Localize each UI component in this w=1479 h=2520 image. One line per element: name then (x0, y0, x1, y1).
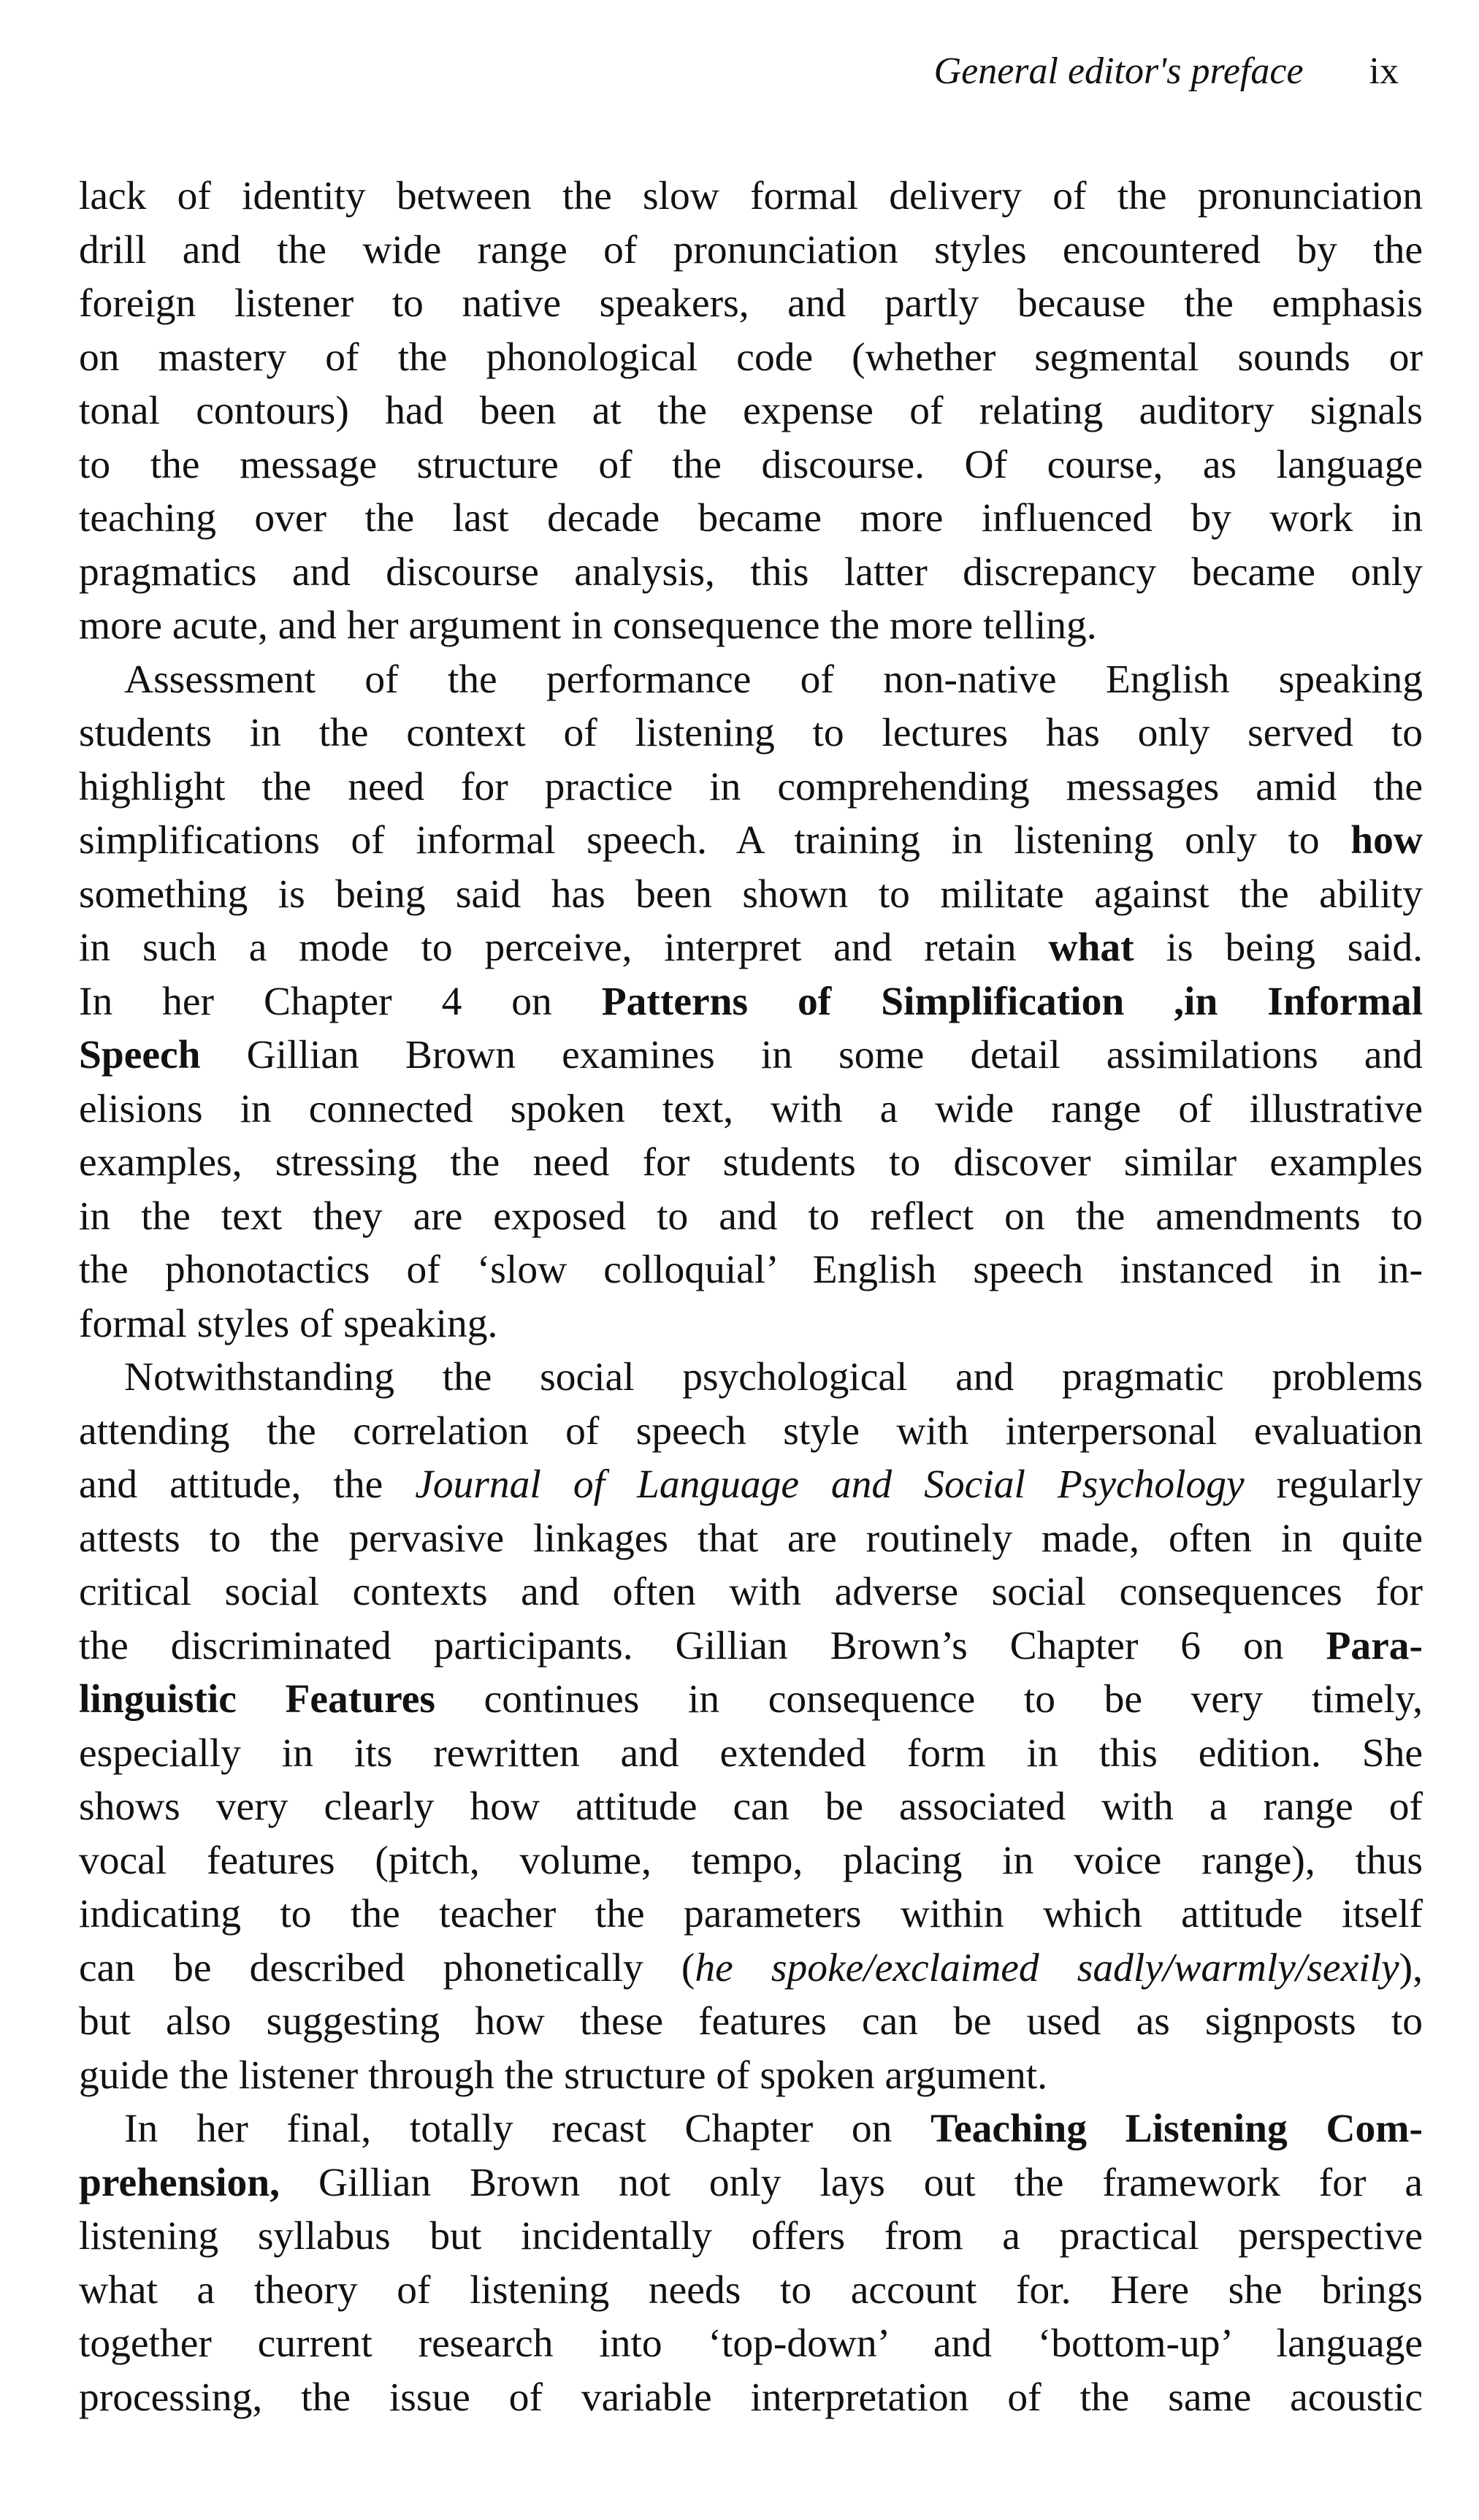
text-run: to the message structure of the discourse. Of course, as language (79, 442, 1423, 487)
text-run: attests to the pervasive linkages that are routinely made, often in quite (79, 1516, 1423, 1561)
text-run: in such a mode to perceive, interpret and retain (79, 925, 1049, 970)
text-line (79, 1351, 1423, 1405)
text-line (79, 1619, 1423, 1673)
text-run: elisions in connected spoken text, with a wide range of illustrative (79, 1086, 1423, 1131)
text-line (79, 2317, 1423, 2371)
text-line (79, 1887, 1423, 1941)
text-run: the phonotactics of ‘slow colloquial’ English speech instanced in in- (79, 1248, 1423, 1292)
text-line (79, 2264, 1423, 2318)
text-run: Gillian Brown examines in some detail assimilations and (200, 1033, 1423, 1077)
text-line (79, 384, 1423, 438)
text-line (79, 438, 1423, 492)
text-run: ), (1399, 1945, 1423, 1990)
text-run: on mastery of the phonological code (whether segmental sounds or (79, 335, 1423, 380)
text-line (79, 2102, 1423, 2156)
text-run: in the text they are exposed to and to reflect on the amendments to (79, 1194, 1423, 1239)
text-run: drill and the wide range of pronunciation styles encountered by the (79, 227, 1423, 272)
text-line (79, 1405, 1423, 1459)
text-line (79, 1834, 1423, 1888)
text-run: tonal contours) had been at the expense of relating auditory signals (79, 389, 1423, 433)
text-run: In her final, totally recast Chapter on (124, 2107, 931, 2151)
text-line (79, 1727, 1423, 1781)
paragraph (79, 1351, 1423, 2102)
bold-text: prehension, (79, 2160, 280, 2205)
text-line (79, 1565, 1423, 1619)
body-text (79, 169, 1423, 2424)
text-run: can be described phonetically ( (79, 1945, 695, 1990)
text-line (79, 2210, 1423, 2264)
text-line (79, 706, 1423, 760)
text-line (79, 653, 1423, 707)
paragraph (79, 169, 1423, 653)
text-line (79, 1083, 1423, 1137)
text-run: vocal features (pitch, volume, tempo, placing in voice range), thus (79, 1838, 1423, 1883)
running-title: General editor's preface (933, 50, 1304, 92)
bold-text: Teaching Listening Com- (930, 2107, 1423, 2151)
paragraph (79, 653, 1423, 1351)
text-line (79, 1780, 1423, 1834)
bold-text: Patterns of Simplification ,in Informal (601, 979, 1423, 1024)
text-run: the discriminated participants. Gillian Brown’s Chapter 6 on (79, 1623, 1326, 1668)
text-run: teaching over the last decade became more influenced by work in (79, 496, 1423, 541)
text-run: is being said. (1134, 925, 1423, 970)
bold-text: what (1048, 925, 1134, 970)
text-run: listening syllabus but incidentally offers from a practical perspective (79, 2214, 1423, 2259)
italic-text: he spoke/exclaimed sadly/warmly/sexily (695, 1945, 1399, 1990)
bold-text: Speech (79, 1033, 201, 1077)
text-run: continues in consequence to be very timely, (435, 1677, 1423, 1722)
text-run: examples, stressing the need for students to discover similar examples (79, 1140, 1423, 1185)
text-line (79, 1995, 1423, 2049)
text-run: shows very clearly how attitude can be associated with a range of (79, 1784, 1423, 1829)
text-line (79, 2156, 1423, 2210)
text-line (79, 1297, 1423, 1351)
text-run: and attitude, the (79, 1462, 416, 1507)
text-run: critical social contexts and often with adverse social consequences for (79, 1570, 1423, 1614)
text-line (79, 331, 1423, 385)
text-run: something is being said has been shown to militate against the ability (79, 871, 1423, 917)
text-line (79, 169, 1423, 224)
text-line (79, 1673, 1423, 1727)
text-line (79, 1190, 1423, 1244)
running-head (933, 50, 1399, 92)
text-run: especially in its rewritten and extended form in this edition. She (79, 1730, 1423, 1776)
text-line (79, 2371, 1423, 2425)
text-run: highlight the need for practice in comprehending messages amid the (79, 764, 1423, 809)
text-run: Notwithstanding the social psychological and pragmatic problems (124, 1355, 1423, 1400)
bold-text: Para- (1326, 1623, 1423, 1668)
text-line (79, 546, 1423, 600)
text-run: together current research into ‘top-down’ and ‘bottom-up’ language (79, 2321, 1423, 2366)
text-run: but also suggesting how these features can be used as signposts to (79, 1999, 1423, 2044)
text-line (79, 975, 1423, 1029)
paragraph (79, 2102, 1423, 2424)
text-line (79, 277, 1423, 331)
text-run: processing, the issue of variable interpretation of the same acoustic (79, 2375, 1423, 2420)
text-line (79, 814, 1423, 868)
text-run: pragmatics and discourse analysis, this latter discrepancy became only (79, 549, 1423, 595)
text-run: Gillian Brown not only lays out the framework for a (280, 2160, 1423, 2205)
text-run: simplifications of informal speech. A training in listening only to (79, 818, 1351, 863)
text-line (79, 1028, 1423, 1083)
text-run: formal styles of speaking. (79, 1301, 498, 1346)
text-run: indicating to the teacher the parameters within which attitude itself (79, 1892, 1423, 1936)
text-line (79, 1512, 1423, 1566)
page-number: ix (1369, 50, 1399, 92)
text-line (79, 492, 1423, 546)
text-line (79, 1941, 1423, 1996)
text-run: guide the listener through the structure of spoken argument. (79, 2053, 1048, 2098)
text-run: lack of identity between the slow formal delivery of the pronunciation (79, 174, 1423, 218)
text-line (79, 1136, 1423, 1190)
text-run: what a theory of listening needs to account for. Here she brings (79, 2267, 1423, 2313)
text-run: foreign listener to native speakers, and partly because the emphasis (79, 281, 1423, 326)
text-run: students in the context of listening to lectures has only served to (79, 711, 1423, 755)
text-line (79, 868, 1423, 922)
text-run: attending the correlation of speech style with interpersonal evaluation (79, 1408, 1423, 1454)
text-line (79, 224, 1423, 278)
text-line (79, 2049, 1423, 2103)
text-run: regularly (1244, 1462, 1423, 1507)
bold-text: linguistic Features (79, 1677, 435, 1722)
text-line (79, 599, 1423, 653)
text-line (79, 1243, 1423, 1297)
italic-text: Journal of Language and Social Psychology (415, 1462, 1245, 1507)
bold-text: how (1350, 818, 1423, 863)
text-run: more acute, and her argument in consequence the more telling. (79, 603, 1097, 648)
text-line (79, 760, 1423, 814)
text-run: In her Chapter 4 on (79, 979, 602, 1024)
text-line (79, 1458, 1423, 1512)
text-line (79, 921, 1423, 975)
text-run: Assessment of the performance of non-native English speaking (124, 657, 1423, 702)
